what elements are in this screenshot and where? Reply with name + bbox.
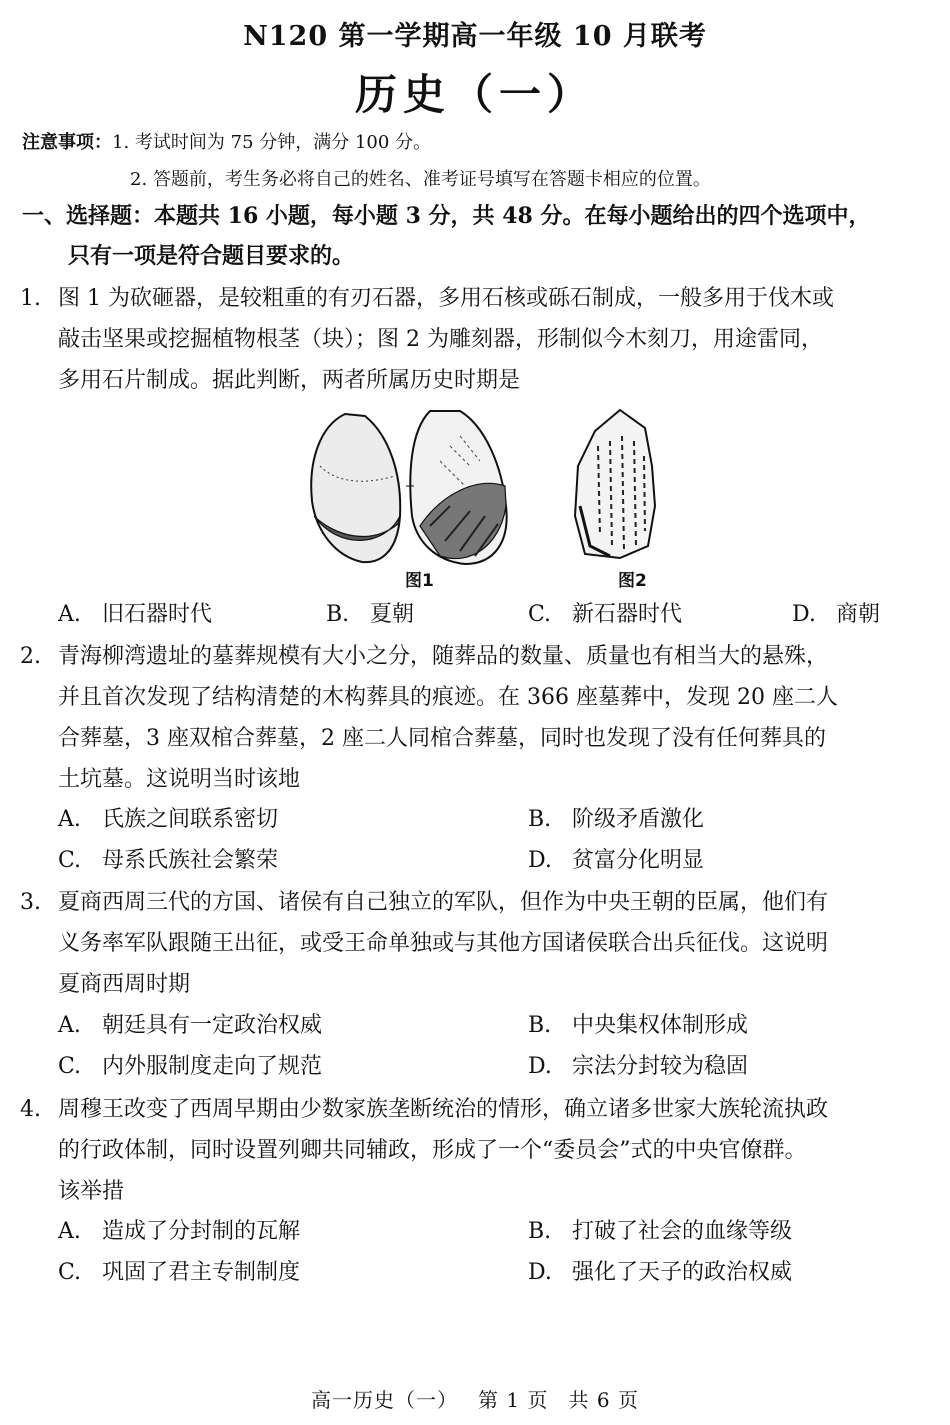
question-line: 敲击坚果或挖掘植物根茎（块）；图 2 为雕刻器，形制似今木刻刀，用途雷同， xyxy=(58,327,823,352)
notice-label: 注意事项： xyxy=(22,132,112,153)
section-heading-line-2: 只有一项是符合题目要求的。 xyxy=(68,243,355,269)
question-4-option-b[interactable]: B. 打破了社会的血缘等级 xyxy=(528,1219,793,1244)
figure-illustrations xyxy=(300,406,700,566)
question-line: 的行政体制，同时设置列卿共同辅政，形成了一个“委员会”式的中央官僚群。 xyxy=(58,1138,807,1163)
notice-line-2 xyxy=(130,165,711,191)
question-number: 2. xyxy=(20,644,41,669)
question-line: 多用石片制成。据此判断，两者所属历史时期是 xyxy=(58,368,521,393)
question-1-option-a[interactable]: A. 旧石器时代 xyxy=(58,602,213,627)
notice-line-1 xyxy=(22,128,431,154)
question-line: 该举措 xyxy=(58,1179,125,1204)
question-line: 合葬墓，3 座双棺合葬墓，2 座二人同棺合葬墓，同时也发现了没有任何葬具的 xyxy=(58,726,826,751)
question-3-option-c[interactable]: C. 内外服制度走向了规范 xyxy=(58,1054,323,1079)
question-3-stem xyxy=(20,882,932,1005)
question-1-option-c[interactable]: C. 新石器时代 xyxy=(528,602,683,627)
notice-item-2: 2. 答题前，考生务必将自己的姓名、准考证号填写在答题卡相应的位置。 xyxy=(130,169,711,190)
question-line: 夏商西周三代的方国、诸侯有自己独立的军队，但作为中央王朝的臣属，他们有 xyxy=(58,890,829,915)
question-line: 图 1 为砍砸器，是较粗重的有刃石器，多用石核或砾石制成，一般多用于伐木或 xyxy=(58,286,834,311)
notice-item-1: 1. 考试时间为 75 分钟，满分 100 分。 xyxy=(112,132,432,153)
question-4-option-c[interactable]: C. 巩固了君主专制制度 xyxy=(58,1260,301,1285)
exam-title: N120 第一学期高一年级 10 月联考 xyxy=(243,21,707,52)
question-3-option-a[interactable]: A. 朝廷具有一定政治权威 xyxy=(58,1013,323,1038)
figure-1-caption: 图1 xyxy=(405,571,434,591)
question-2-option-d[interactable]: D. 贫富分化明显 xyxy=(528,848,705,873)
question-2-option-a[interactable]: A. 氏族之间联系密切 xyxy=(58,807,279,832)
figure-2-caption: 图2 xyxy=(618,571,647,591)
question-line: 周穆王改变了西周早期由少数家族垄断统治的情形，确立诸多世家大族轮流执政 xyxy=(58,1097,829,1122)
section-heading xyxy=(22,196,932,276)
question-1-option-d[interactable]: D. 商朝 xyxy=(792,602,881,627)
footer-subject: 高一历史（一） xyxy=(311,1388,459,1412)
footer-total-pages: 共 6 页 xyxy=(568,1388,639,1412)
subject-title: 历史（一） xyxy=(354,70,595,119)
question-1-stem xyxy=(20,278,932,401)
question-4-option-d[interactable]: D. 强化了天子的政治权威 xyxy=(528,1260,793,1285)
section-heading-line-1: 一、选择题：本题共 16 小题，每小题 3 分，共 48 分。在每小题给出的四个选项中， xyxy=(22,203,871,229)
question-line: 并且首次发现了结构清楚的木构葬具的痕迹。在 366 座墓葬中，发现 20 座二人 xyxy=(58,685,838,710)
question-4-option-a[interactable]: A. 造成了分封制的瓦解 xyxy=(58,1219,301,1244)
chopper-stone-tool-image xyxy=(311,411,506,564)
question-4-stem xyxy=(20,1089,932,1212)
question-2-option-c[interactable]: C. 母系氏族社会繁荣 xyxy=(58,848,279,873)
footer-page-number: 第 1 页 xyxy=(478,1388,549,1412)
question-line: 夏商西周时期 xyxy=(58,972,191,997)
page-footer xyxy=(0,1384,950,1413)
question-line: 土坑墓。这说明当时该地 xyxy=(58,767,301,792)
question-3-option-b[interactable]: B. 中央集权体制形成 xyxy=(528,1013,749,1038)
question-number: 1. xyxy=(20,286,41,311)
question-number: 4. xyxy=(20,1097,41,1122)
question-line: 义务率军队跟随王出征，或受王命单独或与其他方国诸侯联合出兵征伐。这说明 xyxy=(58,931,829,956)
question-number: 3. xyxy=(20,890,41,915)
question-1-option-b[interactable]: B. 夏朝 xyxy=(326,602,415,627)
question-2-stem xyxy=(20,636,932,800)
question-line: 青海柳湾遗址的墓葬规模有大小之分，随葬品的数量、质量也有相当大的悬殊， xyxy=(58,644,829,669)
question-3-option-d[interactable]: D. 宗法分封较为稳固 xyxy=(528,1054,749,1079)
burin-stone-tool-image xyxy=(575,410,655,558)
question-2-option-b[interactable]: B. 阶级矛盾激化 xyxy=(528,807,705,832)
